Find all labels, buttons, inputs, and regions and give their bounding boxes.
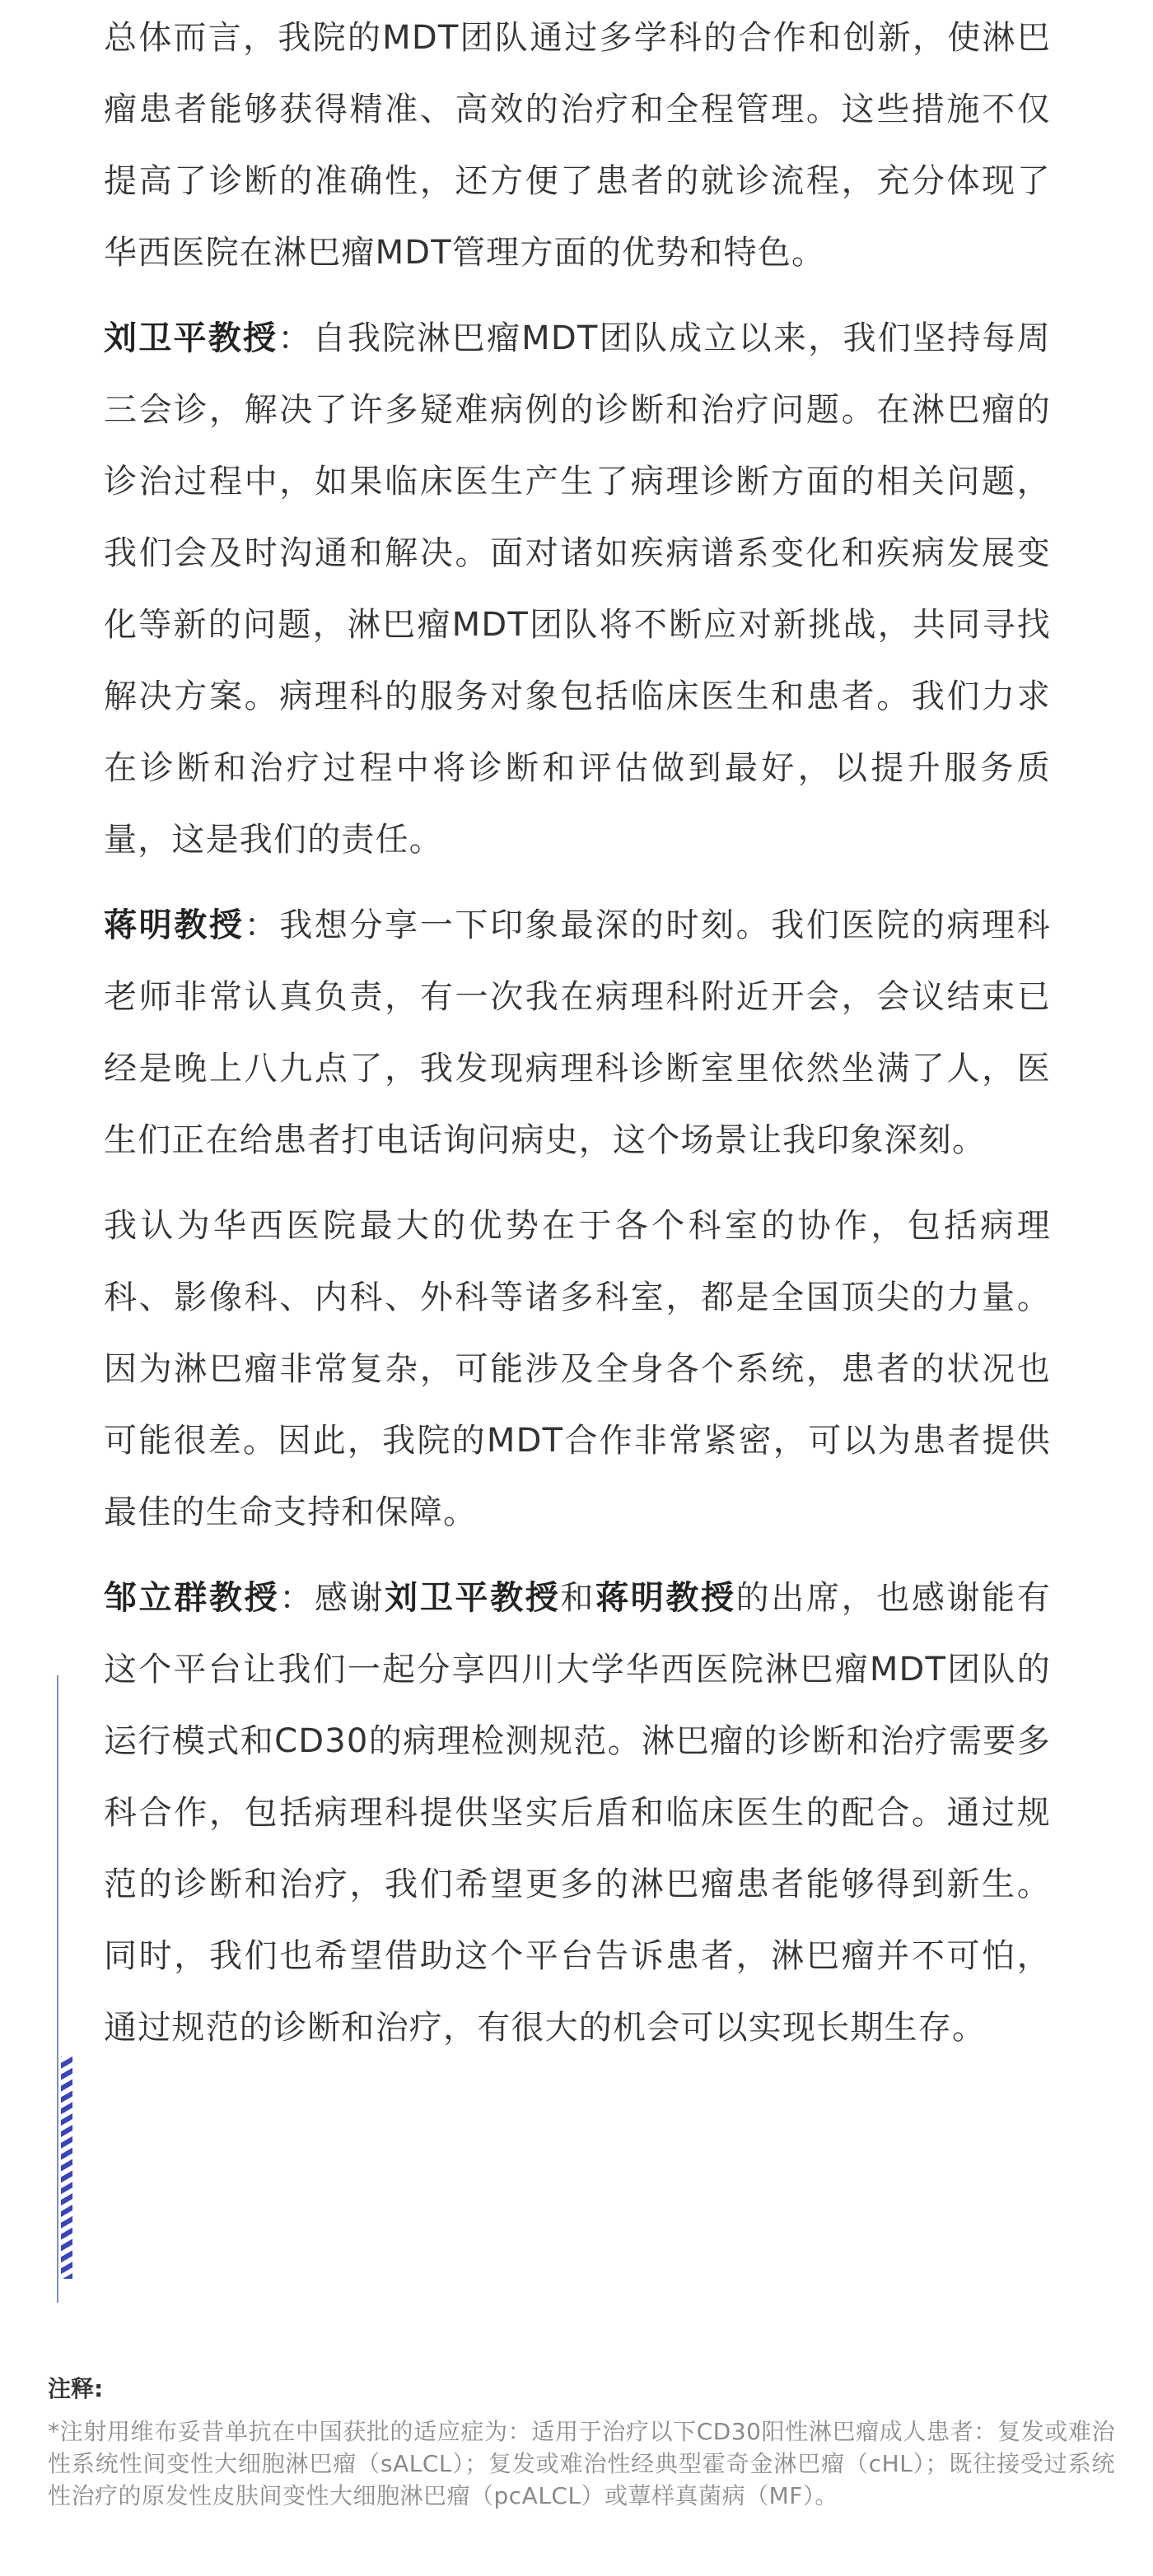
speaker-name: 蒋明教授: [104, 906, 245, 944]
footnotes: [48, 2371, 1115, 2512]
speaker-statement: ：感谢: [279, 1579, 385, 1617]
speaker-statement: ：自我院淋巴瘤MDT团队成立以来，我们坚持每周三会诊，解决了许多疑难病例的诊断和治疗问题。在淋巴瘤的诊治过程中，如果临床医生产生了病理诊断方面的相关问题，我们会及时沟通和解决。面对诸如疾病谱系变化和疾病发展变化等新的问题，淋巴瘤MDT团队将不断应对新挑战，共同寻找解决方案。病理科的服务对象包括临床医生和患者。我们力求在诊断和治疗过程中将诊断和评估做到最好，以提升服务质量，这是我们的责任。: [104, 319, 1051, 859]
paragraph-liu-weiping: [104, 303, 1051, 876]
speaker-statement: 的出席，也感谢能有这个平台让我们一起分享四川大学华西医院淋巴瘤MDT团队的运行模式和CD30的病理检测规范。淋巴瘤的诊断和治疗需要多科合作，包括病理科提供坚实后盾和临床医生的配合。通过规范的诊断和治疗，我们希望更多的淋巴瘤患者能够得到新生。同时，我们也希望借助这个平台告诉患者，淋巴瘤并不可怕，通过规范的诊断和治疗，有很大的机会可以实现长期生存。: [104, 1579, 1052, 2047]
speaker-name: 刘卫平教授: [104, 319, 278, 357]
notes-title: 注释:: [48, 2375, 104, 2402]
speaker-name: 邹立群教授: [104, 1579, 280, 1617]
mentioned-name: 刘卫平教授: [385, 1579, 561, 1617]
quote-stripe-decoration: [61, 2057, 72, 2279]
paragraph-jiang-ming: [104, 890, 1051, 1176]
notes-text: *注射用维布妥昔单抗在中国获批的适应症为：适用于治疗以下CD30阳性淋巴瘤成人患者：复发或难治性系统性间变性大细胞淋巴瘤（sALCL）；复发或难治性经典型霍奇金淋巴瘤（cHL）；既往接受过系统性治疗的原发性皮肤间变性大细胞淋巴瘤（pcALCL）或蕈样真菌病（MF）。: [48, 2418, 1115, 2509]
speaker-statement: ：我想分享一下印象最深的时刻。我们医院的病理科老师非常认真负责，有一次我在病理科附近开会，会议结束已经是晚上八九点了，我发现病理科诊断室里依然坐满了人，医生们正在给患者打电话询问病史，这个场景让我印象深刻。: [104, 906, 1051, 1159]
speaker-statement: 和: [560, 1579, 596, 1617]
paragraph-zou-liqun: [104, 1563, 1051, 2064]
paragraph-hospital-advantage: 我认为华西医院最大的优势在于各个科室的协作，包括病理科、影像科、内科、外科等诸多科室，都是全国顶尖的力量。因为淋巴瘤非常复杂，可能涉及全身各个系统，患者的状况也可能很差。因此，我院的MDT合作非常紧密，可以为患者提供最佳的生命支持和保障。: [104, 1207, 1051, 1531]
mentioned-name: 蒋明教授: [595, 1579, 736, 1617]
quote-border-line: [57, 1675, 58, 2303]
article-body: [104, 0, 1051, 2064]
paragraph-summary: 总体而言，我院的MDT团队通过多学科的合作和创新，使淋巴瘤患者能够获得精准、高效的治疗和全程管理。这些措施不仅提高了诊断的准确性，还方便了患者的就诊流程，充分体现了华西医院在淋巴瘤MDT管理方面的优势和特色。: [104, 19, 1051, 272]
